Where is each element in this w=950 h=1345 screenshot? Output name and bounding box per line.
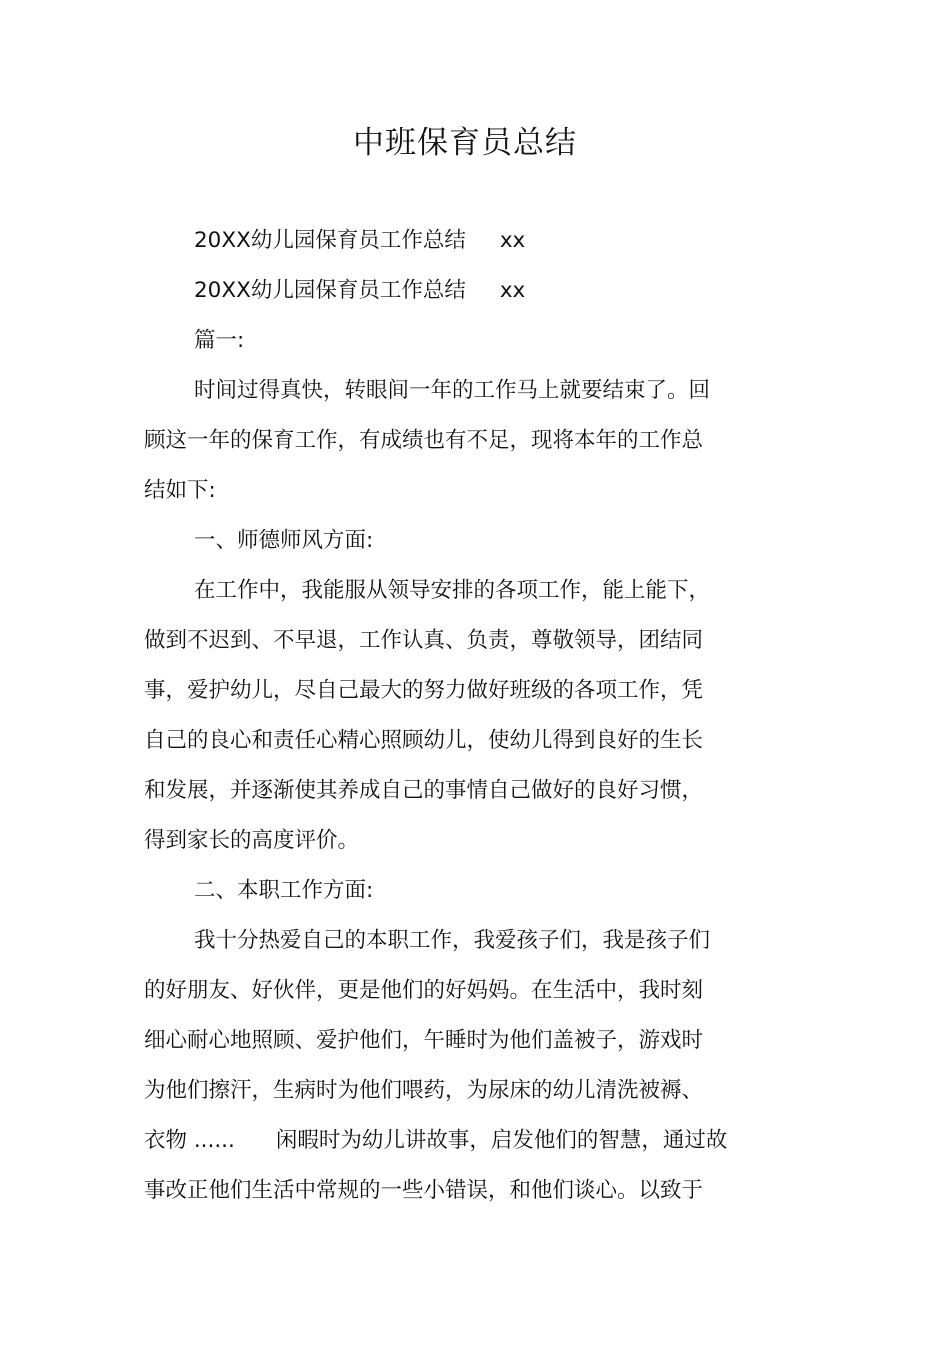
subtitle-text: 20XX幼儿园保育员工作总结 bbox=[194, 228, 466, 253]
paragraph-line: 细心耐心地照顾、爱护他们，午睡时为他们盖被子，游戏时 bbox=[144, 1028, 704, 1053]
paragraph-line: 的好朋友、好伙伴，更是他们的好妈妈。在生活中，我时刻 bbox=[144, 978, 704, 1003]
section-heading: 一、师德师风方面: bbox=[194, 528, 374, 553]
paragraph-line: 衣物 ...... 闲暇时为幼儿讲故事，启发他们的智慧，通过故 bbox=[144, 1128, 728, 1153]
subtitle-tail: xx bbox=[499, 278, 526, 303]
paragraph-line: 为他们擦汗，生病时为他们喂药，为尿床的幼儿清洗被褥、 bbox=[144, 1078, 704, 1103]
subtitle-row bbox=[194, 266, 525, 316]
paragraph-line: 在工作中，我能服从领导安排的各项工作，能上能下， bbox=[194, 578, 711, 603]
paragraph-line: 和发展，并逐渐使其养成自己的事情自己做好的良好习惯， bbox=[144, 778, 704, 803]
paragraph-line: 自己的良心和责任心精心照顾幼儿，使幼儿得到良好的生长 bbox=[144, 728, 704, 753]
subtitle-tail: xx bbox=[499, 228, 526, 253]
subtitle-row bbox=[194, 216, 525, 266]
paragraph-line: 我十分热爱自己的本职工作，我爱孩子们，我是孩子们 bbox=[194, 928, 711, 953]
paragraph-line: 事改正他们生活中常规的一些小错误，和他们谈心。以致于 bbox=[144, 1178, 704, 1203]
section-label: 篇一: bbox=[194, 328, 245, 353]
document-title: 中班保育员总结 bbox=[353, 125, 577, 161]
paragraph-line: 顾这一年的保育工作，有成绩也有不足，现将本年的工作总 bbox=[144, 428, 704, 453]
paragraph-line: 结如下: bbox=[144, 478, 216, 503]
section-heading: 二、本职工作方面: bbox=[194, 878, 374, 903]
paragraph-line: 时间过得真快，转眼间一年的工作马上就要结束了。回 bbox=[194, 378, 711, 403]
subtitle-text: 20XX幼儿园保育员工作总结 bbox=[194, 278, 466, 303]
paragraph-line: 做到不迟到、不早退，工作认真、负责，尊敬领导，团结同 bbox=[144, 628, 704, 653]
paragraph-line: 得到家长的高度评价。 bbox=[144, 828, 360, 853]
paragraph-line: 事，爱护幼儿，尽自己最大的努力做好班级的各项工作，凭 bbox=[144, 678, 704, 703]
